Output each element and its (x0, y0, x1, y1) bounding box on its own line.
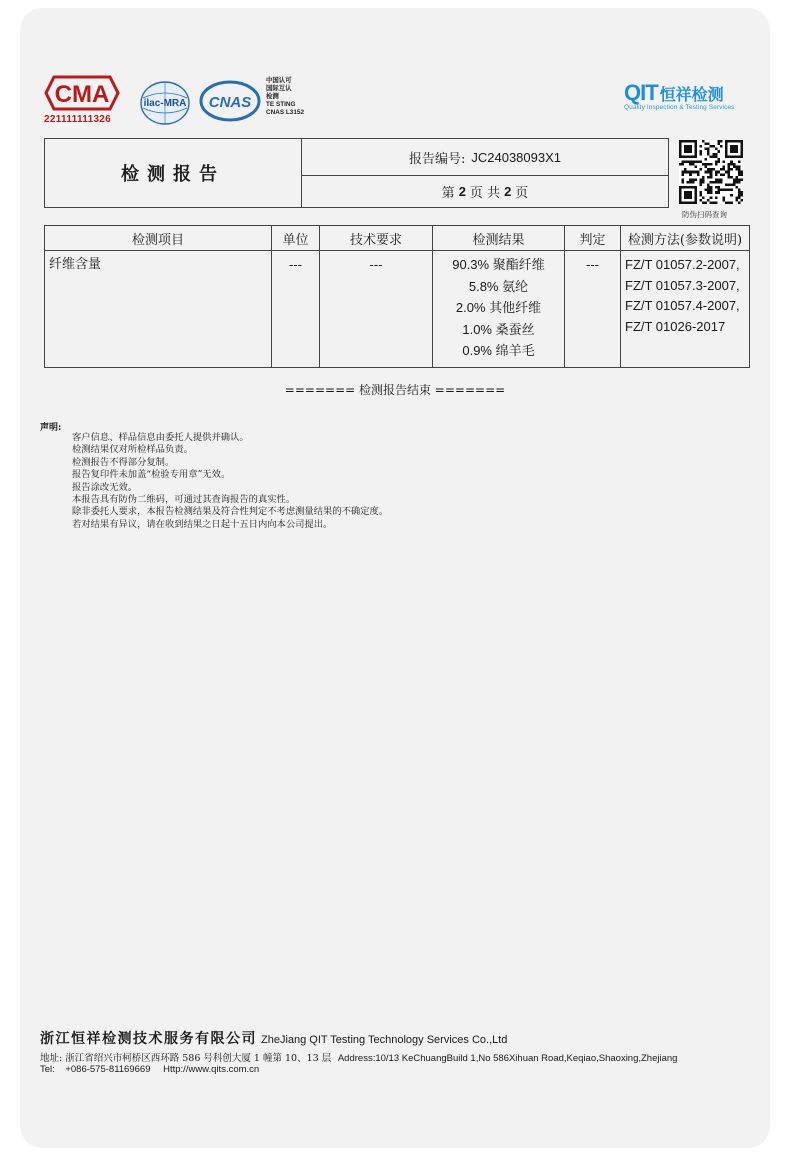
result-line: 5.8% 氨纶 (468, 278, 529, 295)
company-en: ZheJiang QIT Testing Technology Services Co.,Ltd (261, 1034, 508, 1046)
website-link[interactable]: Http://www.qits.com.cn (163, 1064, 260, 1075)
page-indicator (302, 176, 668, 207)
result-line: 90.3% 聚酯纤维 (452, 257, 545, 273)
result-line: 1.0% 桑蚕丝 (462, 321, 535, 338)
company-contact (40, 1064, 259, 1075)
method-line: FZ/T 01057.2-2007, (625, 257, 740, 272)
method-line: FZ/T 01057.4-2007, (625, 298, 740, 314)
cma-mark: CMA (54, 81, 110, 108)
declaration-item: 检测结果仅对所检样品负责。 (72, 444, 193, 456)
address-cn: 地址: 浙江省绍兴市柯桥区西环路 586 号科创大厦 1 幢第 10、13 层 (40, 1053, 332, 1064)
result-line: 0.9% 绵羊毛 (462, 343, 535, 360)
header-requirement: 技术要求 (320, 226, 433, 251)
declaration-item: 检测报告不得部分复制。 (72, 456, 175, 468)
result-line: 2.0% 其他纤维 (455, 300, 542, 317)
report-title-box (44, 138, 669, 208)
declaration-title: 声明: (40, 423, 62, 433)
cma-number: 221111111326 (44, 114, 112, 125)
cnas-line: CNAS L3152 (266, 109, 305, 117)
table-row (45, 251, 750, 368)
cnas-line: 中国认可 (266, 77, 292, 84)
cell-method (621, 251, 750, 368)
cnas-mark: CNAS (208, 94, 252, 111)
anti-counterfeit-qr-code[interactable] (679, 140, 743, 204)
cnas-line: 检测 (266, 93, 279, 101)
company-cn: 浙江恒祥检测技术服务有限公司 (40, 1031, 257, 1047)
cnas-accreditation-text (266, 77, 304, 117)
declaration-item: 报告涂改无效。 (72, 481, 138, 493)
declaration-item: 本报告具有防伪二维码，可通过其查询报告的真实性。 (72, 494, 296, 506)
ilac-mra-logo (139, 80, 191, 126)
declaration-item: 除非委托人要求，本报告检测结果及符合性判定不考虑测量结果的不确定度。 (72, 506, 389, 518)
cnas-logo (199, 80, 261, 122)
results-table (44, 225, 750, 368)
qit-tagline: Quality Inspection & Testing Services (624, 104, 735, 111)
qr-caption: 防伪扫码查询 (682, 210, 727, 219)
page-current: 2 (458, 184, 466, 199)
cnas-line: TE STING (266, 101, 296, 109)
report-title: 检测报告 (45, 139, 302, 207)
qit-logo (624, 80, 724, 106)
company-address (40, 1050, 677, 1064)
page-mid: 页 共 (469, 186, 501, 201)
cma-logo (44, 75, 120, 111)
method-line: FZ/T 01026-2017 (625, 318, 726, 334)
cnas-line: 国际互认 (266, 85, 292, 93)
cell-item: 纤维含量 (45, 251, 272, 368)
header-method: 检测方法(参数说明) (621, 226, 750, 251)
declaration-item: 报告复印件未加盖“检验专用章”无效。 (72, 469, 231, 481)
report-number-label: 报告编号: (408, 151, 466, 167)
cell-requirement: --- (320, 251, 433, 368)
qit-mark: QIT (624, 80, 658, 105)
address-en: Address:10/13 KeChuangBuild 1,No 586Xihuan Road,Keqiao,Shaoxing,Zhejiang (337, 1053, 678, 1064)
page-suffix: 页 (515, 186, 529, 201)
declaration-item: 若对结果有异议，请在收到结果之日起十五日内向本公司提出。 (72, 518, 333, 530)
method-line: FZ/T 01057.3-2007, (625, 277, 740, 293)
table-header-row (45, 226, 750, 251)
header-item: 检测项目 (45, 226, 272, 251)
telephone: Tel: +086-575-81169669 (40, 1064, 151, 1075)
ilac-mark: ilac-MRA (143, 98, 187, 109)
page-total: 2 (504, 184, 512, 199)
header-result: 检测结果 (433, 226, 565, 251)
cell-judgement: --- (565, 251, 621, 368)
declaration-item: 客户信息、样品信息由委托人提供并确认。 (72, 432, 249, 443)
report-number-row (302, 139, 668, 176)
page-prefix: 第 (441, 186, 455, 201)
company-name (40, 1028, 507, 1048)
header-judgement: 判定 (565, 226, 621, 251)
declaration-list (72, 432, 388, 531)
header-unit: 单位 (272, 226, 320, 251)
report-number: JC24038093X1 (471, 149, 562, 165)
qit-cn-name: 恒祥检测 (659, 87, 724, 104)
cell-unit: --- (272, 251, 320, 368)
cell-result (433, 251, 565, 368)
report-end-marker: ======= 检测报告结束 ======= (284, 383, 506, 397)
